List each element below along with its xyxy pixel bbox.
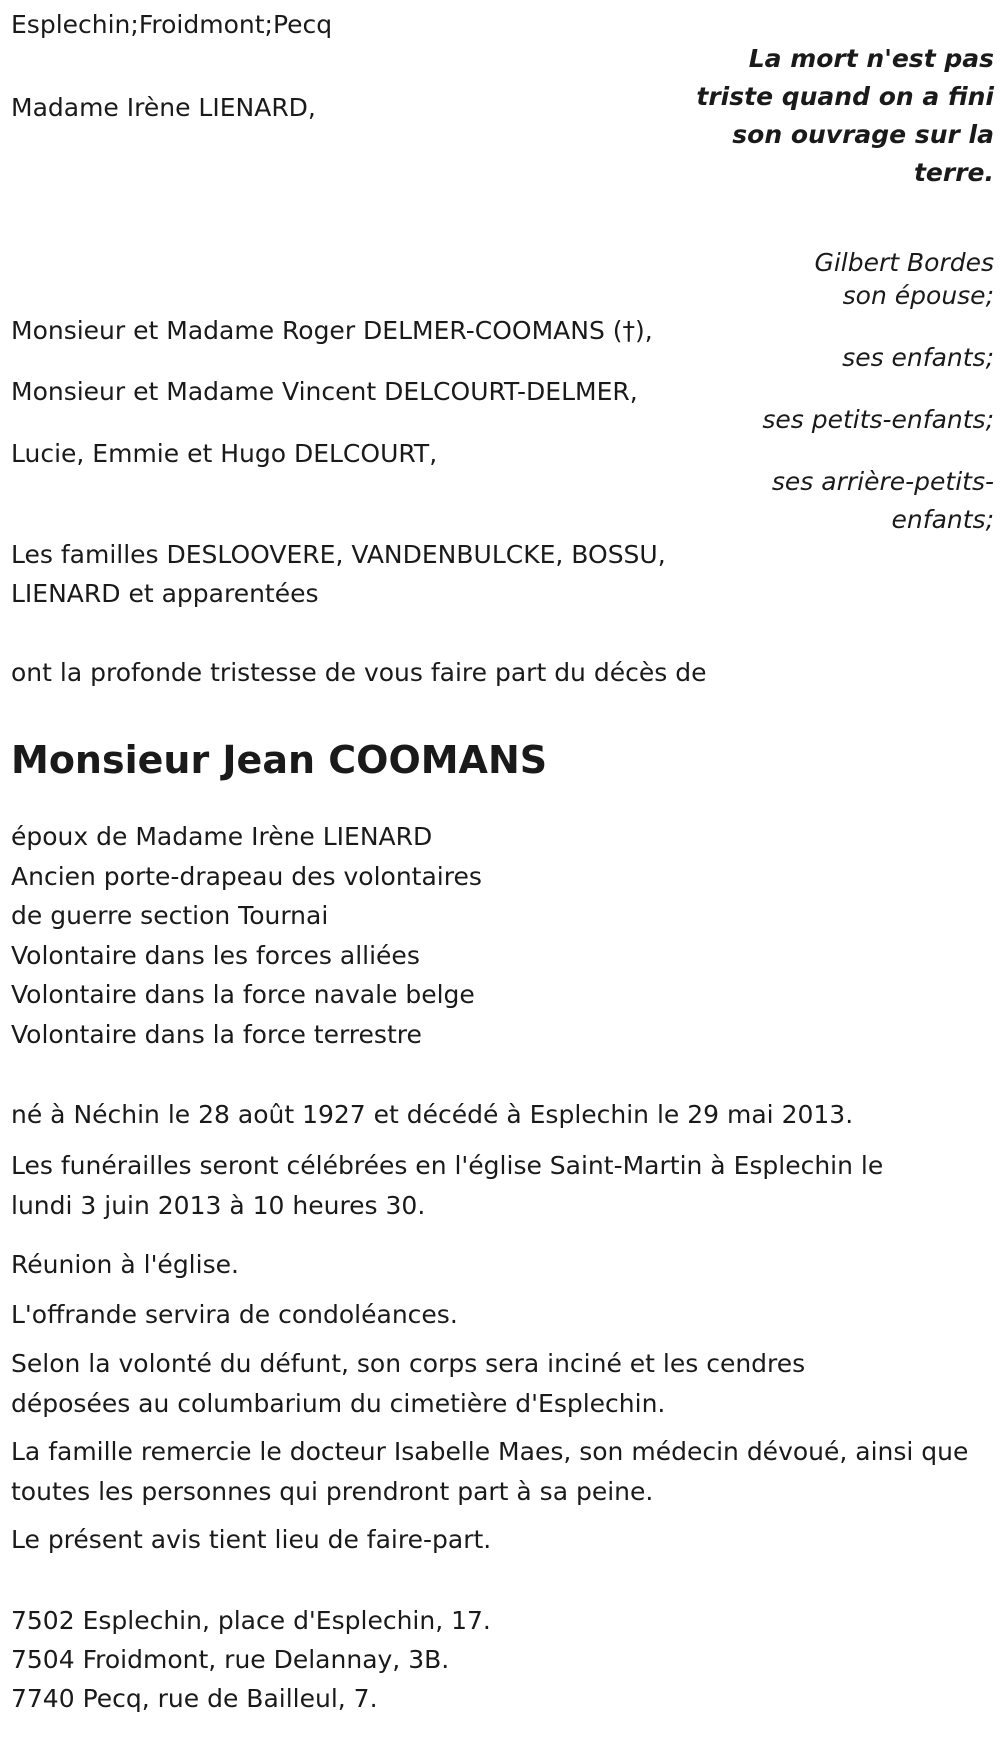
quote-author: Gilbert Bordes [814,248,994,277]
family-name-children: Monsieur et Madame Roger DELMER-COOMANS (†), [11,316,653,345]
families-line-2: LIENARD et apparentées [11,579,319,608]
notice-info: Le présent avis tient lieu de faire-part. [11,1525,492,1554]
cremation-info: Selon la volonté du défunt, son corps sera inciné et les cendres déposées au columbarium du cimetière d'Esplechin. [11,1349,806,1418]
thanks-info: La famille remercie le docteur Isabelle Maes, son médecin dévoué, ainsi que toutes les personnes qui prendront part à sa peine. [11,1437,969,1506]
address-froidmont: 7504 Froidmont, rue Delannay, 3B. [11,1645,450,1674]
family-name-spouse: Madame Irène LIENARD, [11,93,316,122]
header-locations: Esplechin;Froidmont;Pecq [11,10,333,39]
title-line-1: époux de Madame Irène LIENARD [11,822,433,851]
funeral-info: Les funérailles seront célébrées en l'église Saint-Martin à Esplechin le lundi 3 juin 2013 à 10 heures 30. [11,1151,884,1220]
quote-text: La mort n'est pas triste quand on a fini son ouvrage sur la terre. [696,44,994,187]
title-line-4: Volontaire dans les forces alliées [11,941,420,970]
deceased-name: Monsieur Jean COOMANS [11,738,548,782]
title-line-2: Ancien porte-drapeau des volontaires [11,862,482,891]
announcement: ont la profonde tristesse de vous faire part du décès de [11,658,707,687]
relation-spouse: son épouse; [842,281,994,310]
offering-info: L'offrande servira de condoléances. [11,1300,458,1329]
relation-grandchildren: ses petits-enfants; [762,405,994,434]
families-line-1: Les familles DESLOOVERE, VANDENBULCKE, BOSSU, [11,540,666,569]
address-esplechin: 7502 Esplechin, place d'Esplechin, 17. [11,1606,491,1635]
family-name-grandchildren: Monsieur et Madame Vincent DELCOURT-DELMER, [11,377,638,406]
family-name-great-grandchildren: Lucie, Emmie et Hugo DELCOURT, [11,439,438,468]
birth-death: né à Néchin le 28 août 1927 et décédé à Esplechin le 29 mai 2013. [11,1100,854,1129]
address-pecq: 7740 Pecq, rue de Bailleul, 7. [11,1684,378,1713]
title-line-5: Volontaire dans la force navale belge [11,980,475,1009]
relation-children: ses enfants; [842,343,994,372]
title-line-6: Volontaire dans la force terrestre [11,1020,422,1049]
reunion-info: Réunion à l'église. [11,1250,239,1279]
relation-great-grandchildren: ses arrière-petits-enfants; [771,467,994,534]
title-line-3: de guerre section Tournai [11,901,329,930]
